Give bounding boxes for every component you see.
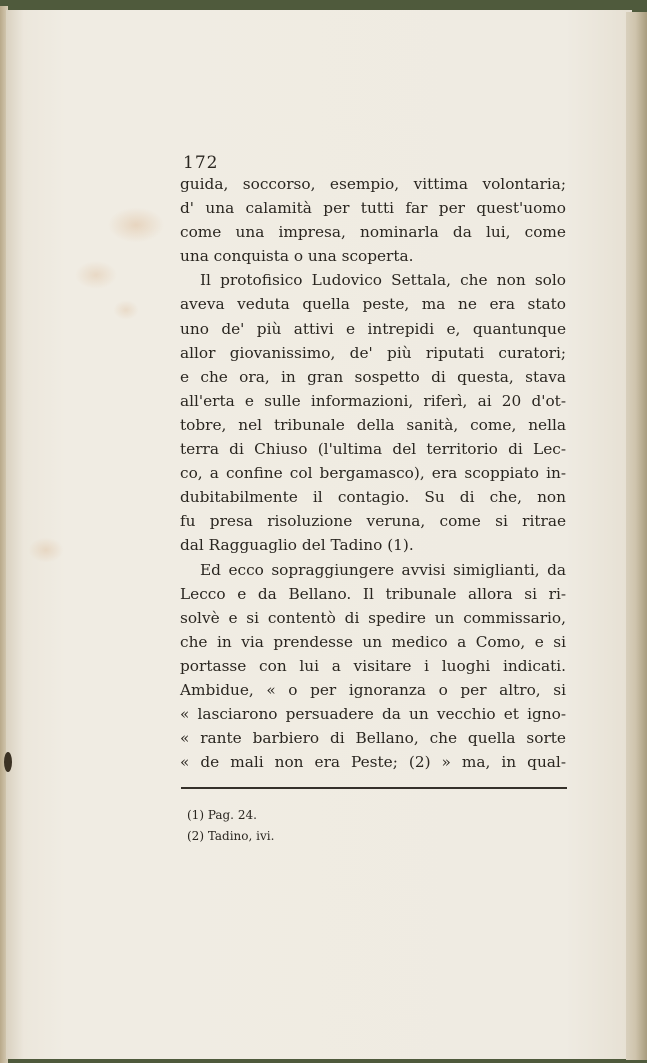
text-line: Ambidue, « o per ignoranza o per altro, si <box>180 680 566 699</box>
text-line: Lecco e da Bellano. Il tribunale allora si ri- <box>180 584 566 603</box>
page-number: 172 <box>183 153 219 173</box>
text-line: dubitabilmente il contagio. Su di che, non <box>180 488 566 507</box>
footnote: (1) Pag. 24. <box>187 808 257 822</box>
footnote: (2) Tadino, ivi. <box>187 829 275 843</box>
text-line: aveva veduta quella peste, ma ne era stato <box>180 295 566 314</box>
text-line: dal Ragguaglio del Tadino (1). <box>180 536 414 555</box>
text-line: solvè e si contentò di spedire un commissario, <box>180 608 566 627</box>
footnote-rule <box>181 787 567 789</box>
footnotes <box>187 805 274 847</box>
text-line: « lasciarono persuadere da un vecchio et igno- <box>180 705 566 724</box>
text-line: e che ora, in gran sospetto di questa, stava <box>180 367 566 386</box>
text-line: tobre, nel tribunale della sanità, come, nella <box>180 415 566 434</box>
text-line: allor giovanissimo, de' più riputati curatori; <box>180 343 566 362</box>
text-line: fu presa risoluzione veruna, come si ritrae <box>180 512 566 531</box>
text-line: come una impresa, nominarla da lui, come <box>180 223 566 242</box>
text-line: che in via prendesse un medico a Como, e si <box>180 632 566 651</box>
text-line: uno de' più attivi e intrepidi e, quantunque <box>180 319 566 338</box>
book-right-edge <box>626 12 647 1060</box>
ink-spot <box>4 752 12 772</box>
text-line: d' una calamità per tutti far per quest'uomo <box>180 199 566 218</box>
text-line: « rante barbiero di Bellano, che quella sorte <box>180 729 566 748</box>
text-line: « de mali non era Peste; (2) » ma, in qual- <box>180 753 566 772</box>
text-line: all'erta e sulle informazioni, riferì, ai 20 d'ot- <box>180 391 566 410</box>
text-line: portasse con lui a visitare i luoghi indicati. <box>180 656 566 675</box>
body-text <box>180 172 566 774</box>
text-line: una conquista o una scoperta. <box>180 247 414 266</box>
text-line: Ed ecco sopraggiungere avvisi simiglianti, da <box>200 560 566 579</box>
text-line: Il protofisico Ludovico Settala, che non solo <box>200 271 566 290</box>
text-line: terra di Chiuso (l'ultima del territorio di Lec- <box>180 440 566 459</box>
text-line: co, a confine col bergamasco), era scoppiato in- <box>180 464 566 483</box>
text-line: guida, soccorso, esempio, vittima volontaria; <box>180 175 566 193</box>
